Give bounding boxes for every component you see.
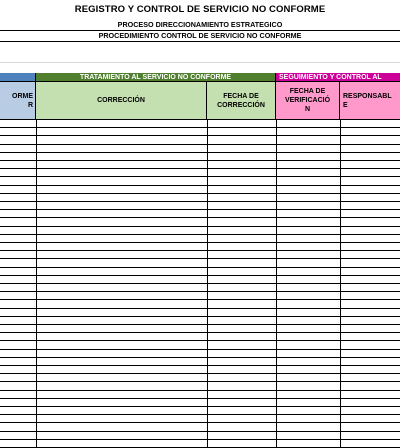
table-row xyxy=(0,440,400,448)
table-row xyxy=(0,202,400,210)
table-row xyxy=(0,284,400,292)
table-row xyxy=(0,210,400,218)
table-row xyxy=(0,128,400,136)
table-row xyxy=(0,177,400,185)
table-row xyxy=(0,194,400,202)
column-header-correccion: CORRECCIÓN xyxy=(36,82,207,120)
table-row xyxy=(0,169,400,177)
table-row xyxy=(0,358,400,366)
table-row xyxy=(0,227,400,235)
table-row xyxy=(0,382,400,390)
table-row xyxy=(0,350,400,358)
column-header-partial: ORME R xyxy=(0,82,36,120)
band-seguimiento: SEGUIMIENTO Y CONTROL AL xyxy=(276,73,400,82)
table-row xyxy=(0,333,400,341)
table-row xyxy=(0,259,400,267)
column-header-fecha-correccion: FECHA DE CORRECCIÓN xyxy=(207,82,276,120)
table-row xyxy=(0,218,400,226)
table-row xyxy=(0,391,400,399)
table-row xyxy=(0,325,400,333)
table-row xyxy=(0,292,400,300)
table-row xyxy=(0,136,400,144)
column-header-fecha-verificacion: FECHA DE VERIFICACIÓ N xyxy=(276,82,340,120)
table-row xyxy=(0,415,400,423)
header-divider xyxy=(0,62,400,63)
table-row xyxy=(0,374,400,382)
table-row xyxy=(0,407,400,415)
process-name: PROCESO DIRECCIONAMIENTO ESTRATEGICO xyxy=(117,20,283,29)
table-body xyxy=(0,120,400,448)
document-title: REGISTRO Y CONTROL DE SERVICIO NO CONFORME xyxy=(74,4,326,15)
table-row xyxy=(0,243,400,251)
table-row xyxy=(0,432,400,440)
procedure-name: PROCEDIMIENTO CONTROL DE SERVICIO NO CONFORME xyxy=(98,31,302,40)
table-row xyxy=(0,300,400,308)
column-header-responsable: RESPONSABL E xyxy=(340,82,400,120)
table-row xyxy=(0,186,400,194)
table-row xyxy=(0,153,400,161)
table-row xyxy=(0,251,400,259)
table-row xyxy=(0,317,400,325)
table-row xyxy=(0,161,400,169)
table-row xyxy=(0,366,400,374)
header-divider xyxy=(0,41,400,42)
table-row xyxy=(0,276,400,284)
nonconformity-register-table xyxy=(0,73,400,448)
table-row xyxy=(0,120,400,128)
band-tratamiento: TRATAMIENTO AL SERVICIO NO CONFORME xyxy=(36,73,276,82)
table-row xyxy=(0,268,400,276)
table-row xyxy=(0,309,400,317)
table-row xyxy=(0,399,400,407)
band-left xyxy=(0,73,36,82)
table-row xyxy=(0,341,400,349)
table-row xyxy=(0,235,400,243)
table-row xyxy=(0,145,400,153)
table-row xyxy=(0,423,400,431)
